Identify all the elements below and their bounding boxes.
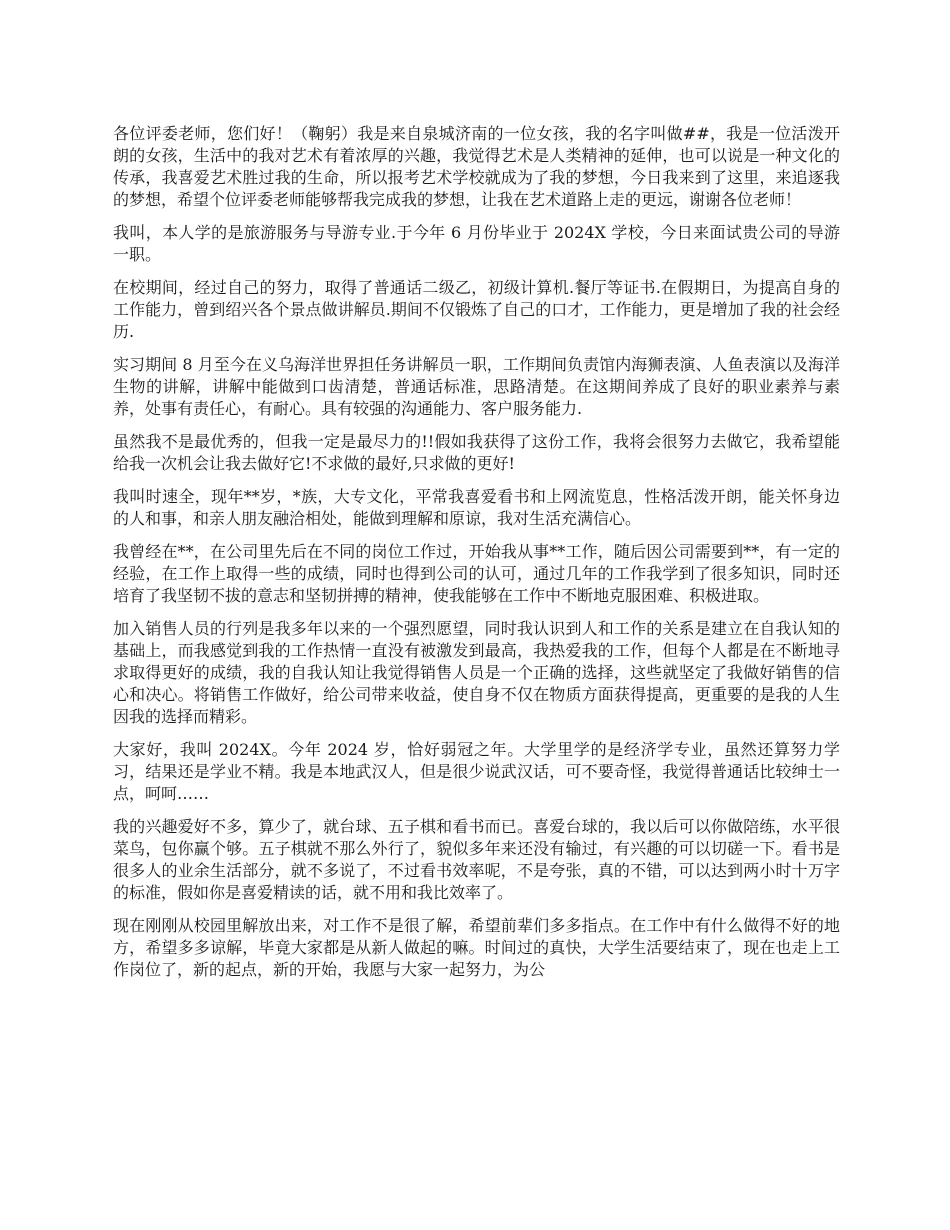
paragraph-3: 在校期间，经过自己的努力，取得了普通话二级乙，初级计算机.餐厅等证书.在假期日，为提高自身的工作能力，曾到绍兴各个景点做讲解员.期间不仅锻炼了自己的口才，工作能力，更是增加了我的社会经历.: [113, 278, 840, 341]
paragraph-11: 现在刚刚从校园里解放出来，对工作不是很了解，希望前辈们多多指点。在工作中有什么做得不好的地方，希望多多谅解，毕竟大家都是从新人做起的嘛。时间过的真快，大学生活要结束了，现在也走上工作岗位了，新的起点，新的开始，我愿与大家一起努力，为公: [113, 916, 840, 979]
paragraph-8: 加入销售人员的行列是我多年以来的一个强烈愿望，同时我认识到人和工作的关系是建立在自我认知的基础上，而我感觉到我的工作热情一直没有被激发到最高，我热爱我的工作，但每个人都是在不断地寻求取得更好的成绩，我的自我认知让我觉得销售人员是一个正确的选择，这些就坚定了我做好销售的信心和决心。将销售工作做好，给公司带来收益，使自身不仅在物质方面获得提高，更重要的是我的人生因我的选择而精彩。: [113, 619, 840, 726]
paragraph-7: 我曾经在**，在公司里先后在不同的岗位工作过，开始我从事**工作，随后因公司需要到**，有一定的经验，在工作上取得一些的成绩，同时也得到公司的认可，通过几年的工作我学到了很多知识，同时还培育了我坚韧不拔的意志和坚韧拼搏的精神，使我能够在工作中不断地克服困难、积极进取。: [113, 542, 840, 605]
paragraph-6: 我叫时速全，现年**岁，*族，大专文化，平常我喜爱看书和上网流览息，性格活泼开朗，能关怀身边的人和事，和亲人朋友融洽相处，能做到理解和原谅，我对生活充满信心。: [113, 487, 840, 528]
paragraph-4: 实习期间 8 月至今在义乌海洋世界担任务讲解员一职，工作期间负责馆内海狮表演、人鱼表演以及海洋生物的讲解，讲解中能做到口齿清楚，普通话标准，思路清楚。在这期间养成了良好的职业素养与素养，处事有责任心，有耐心。具有较强的沟通能力、客户服务能力.: [113, 355, 840, 418]
paragraph-9: 大家好，我叫 2024X。今年 2024 岁，恰好弱冠之年。大学里学的是经济学专业，虽然还算努力学习，结果还是学业不精。我是本地武汉人，但是很少说武汉话，可不要奇怪，我觉得普通话比较绅士一点，呵呵……: [113, 740, 840, 803]
document-body: [113, 123, 840, 992]
paragraph-5: 虽然我不是最优秀的，但我一定是最尽力的!!假如我获得了这份工作，我将会很努力去做它，我希望能给我一次机会让我去做好它!不求做的最好,只求做的更好!: [113, 432, 840, 473]
paragraph-2: 我叫，本人学的是旅游服务与导游专业.于今年 6 月份毕业于 2024X 学校，今日来面试贵公司的导游一职。: [113, 223, 840, 264]
paragraph-10: 我的兴趣爱好不多，算少了，就台球、五子棋和看书而已。喜爱台球的，我以后可以你做陪练，水平很菜鸟，包你赢个够。五子棋就不那么外行了，貌似多年来还没有输过，有兴趣的可以切磋一下。看书是很多人的业余生活部分，就不多说了，不过看书效率呢，不是夸张，真的不错，可以达到两小时十万字的标准，假如你是喜爱精读的话，就不用和我比效率了。: [113, 817, 840, 902]
paragraph-1: 各位评委老师，您们好！（鞠躬）我是来自泉城济南的一位女孩，我的名字叫做##，我是一位活泼开朗的女孩，生活中的我对艺术有着浓厚的兴趣，我觉得艺术是人类精神的延伸，也可以说是一种文化的传承，我喜爱艺术胜过我的生命，所以报考艺术学校就成为了我的梦想，今日我来到了这里，来追逐我的梦想，希望个位评委老师能够帮我完成我的梦想，让我在艺术道路上走的更远，谢谢各位老师！: [113, 124, 840, 209]
